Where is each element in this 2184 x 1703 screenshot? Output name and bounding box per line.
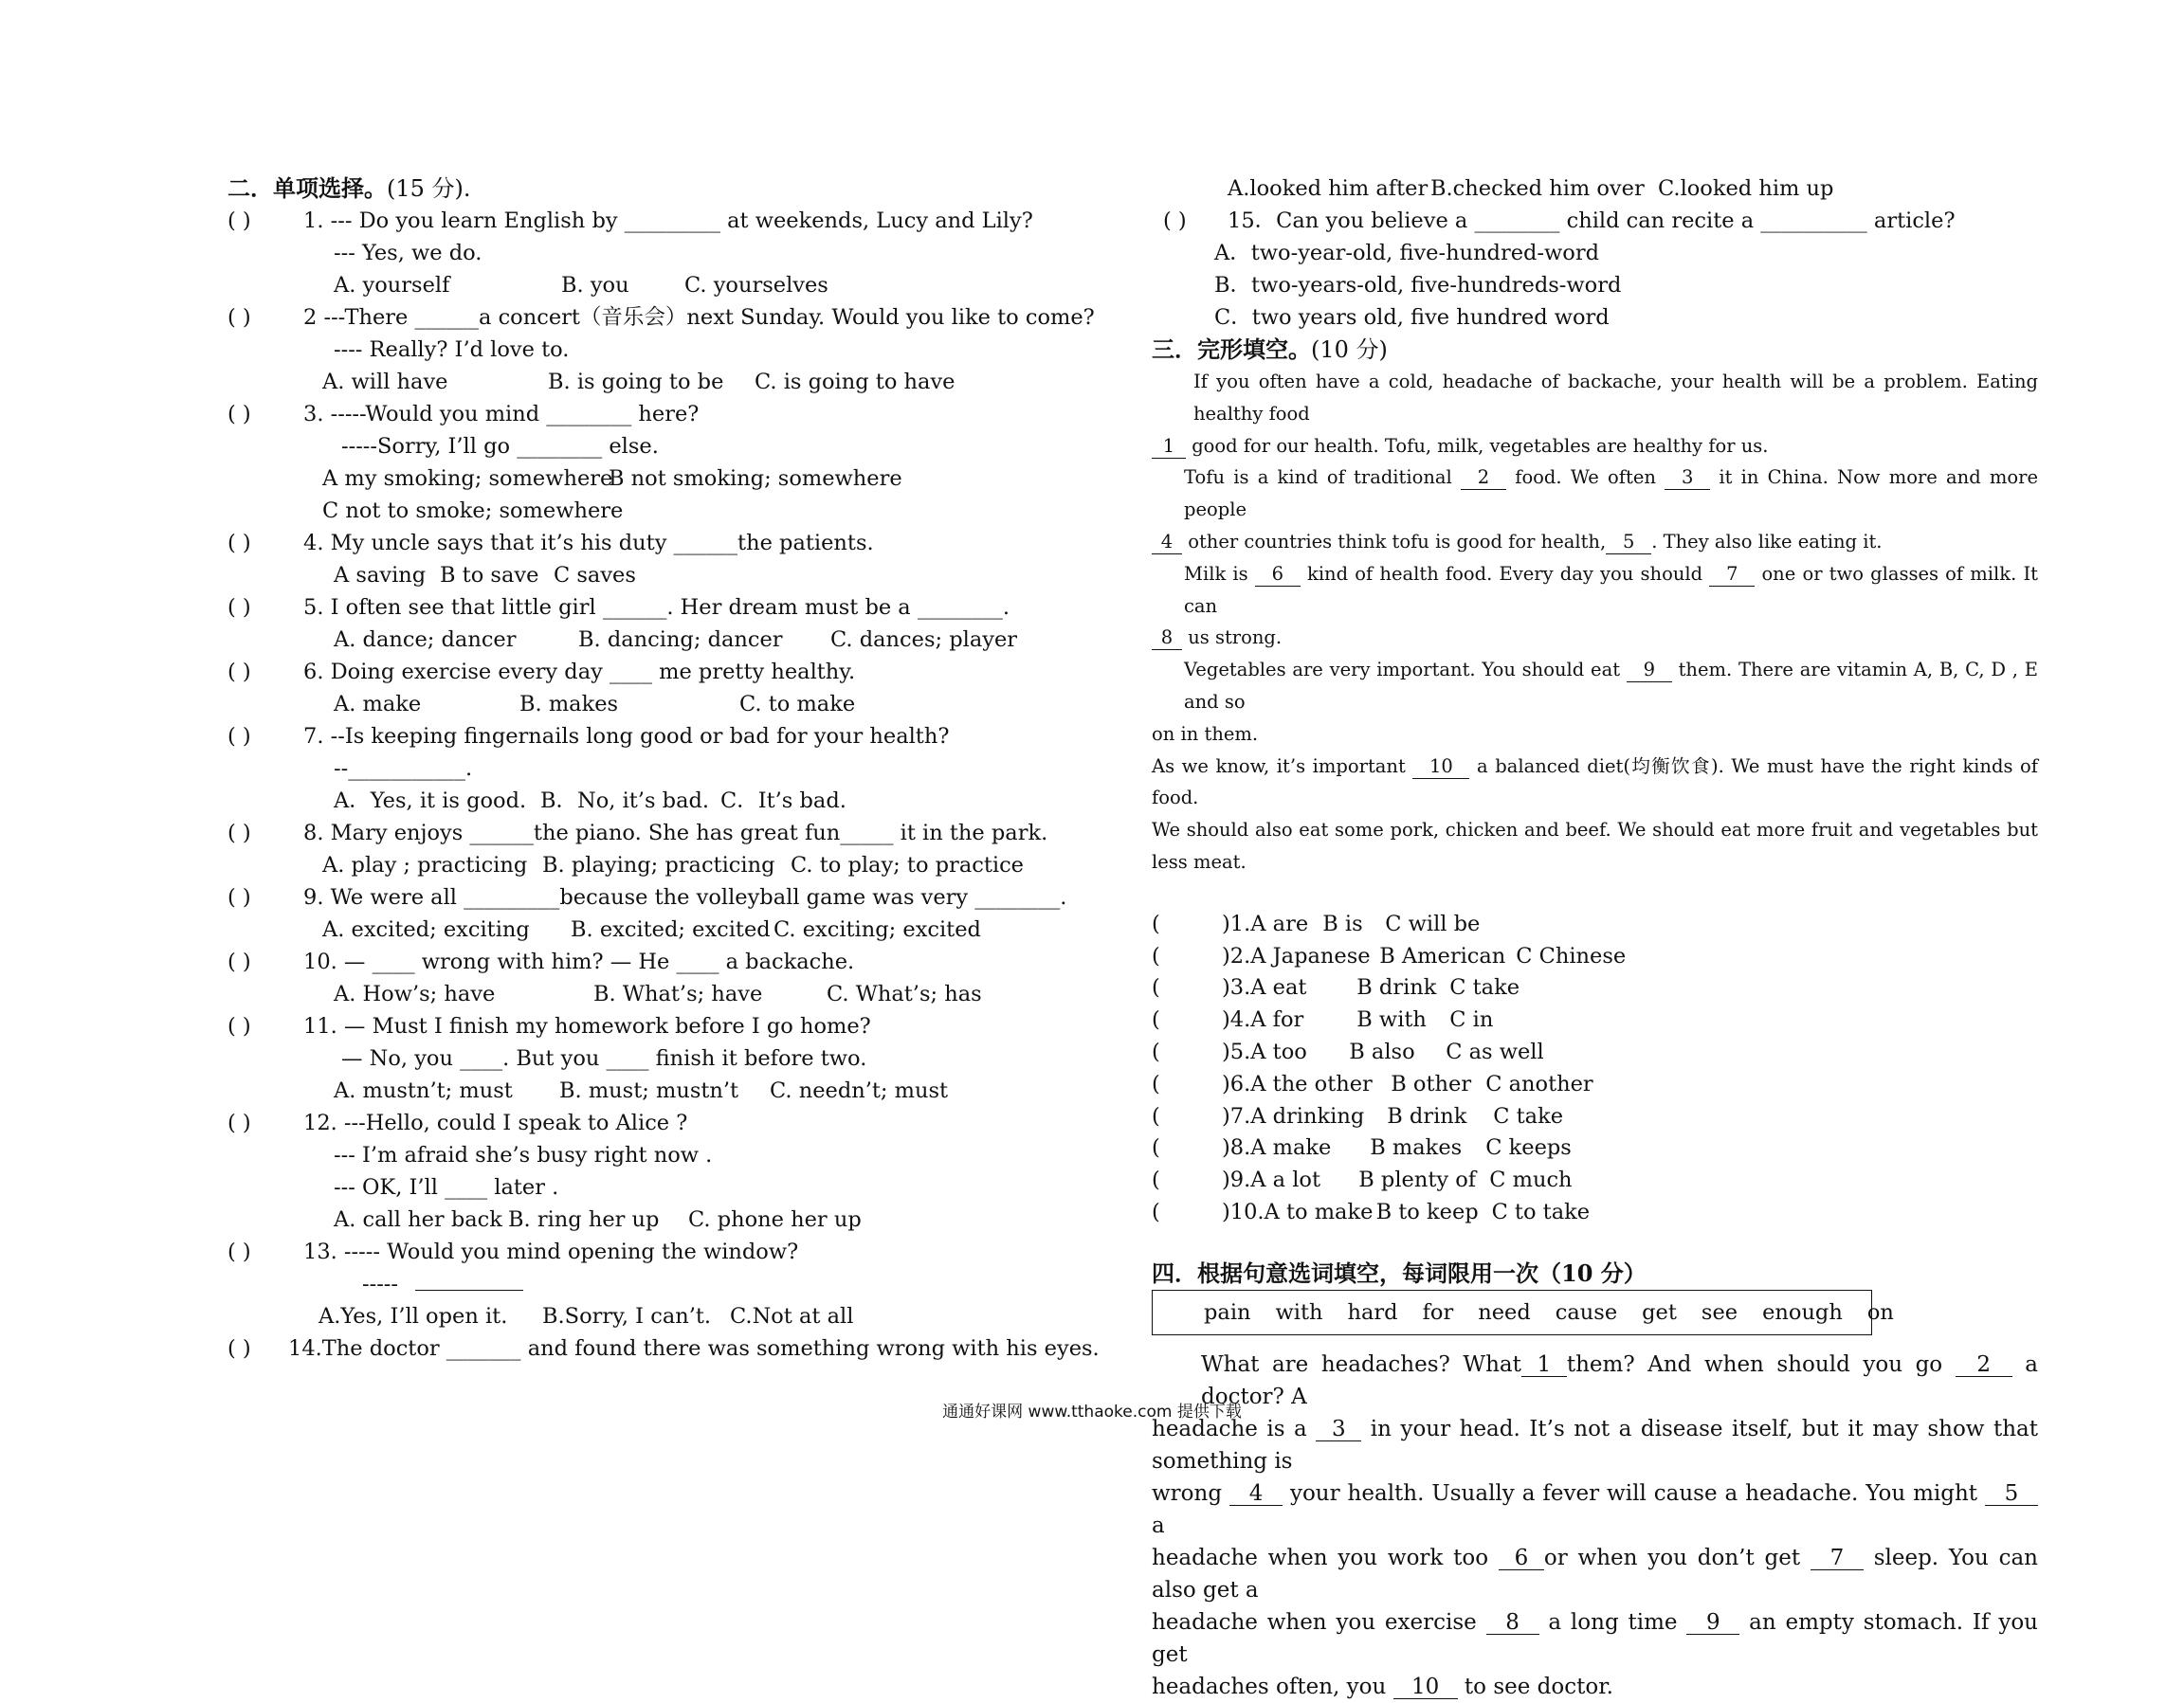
choice-row [1152,1132,2043,1165]
word-bank-item: get [1642,1299,1677,1325]
option-b: B to keep [1375,1199,1479,1224]
question-stem [228,301,1095,334]
cloze-choices [1152,909,2043,1229]
answer-paren[interactable]: ( [1152,943,1160,969]
choice-row [1152,972,2043,1005]
choice-number: )6. [1222,1071,1251,1096]
option-c: C.looked him up [1658,176,1834,201]
option-c: C. What’s; has [827,982,982,1006]
option-a: A a lot [1250,1168,1321,1193]
option-b: B American [1379,943,1506,969]
answer-paren[interactable]: ( ) [228,208,251,233]
fill-blank[interactable]: 2 [1956,1353,2012,1377]
question-stem [228,205,1081,237]
answer-paren[interactable]: ( ) [228,821,251,845]
passage-line [1152,1606,2038,1671]
cloze-text: Milk is [1184,562,1255,585]
passage-text: sleep. You can also get a [1152,1545,2038,1603]
option-b: B. playing; practicing [542,853,775,878]
choice-number: )8. [1222,1135,1251,1161]
word-bank [1152,1290,1894,1335]
answer-paren[interactable]: ( [1152,1103,1160,1129]
passage-text: them? And when should you go [1566,1351,1956,1377]
option-a: A make [1250,1135,1332,1161]
cloze-blank[interactable]: 8 [1152,626,1182,650]
option-c: C another [1485,1071,1593,1096]
passage-line [1152,1413,2038,1477]
choice-number: )7. [1222,1103,1251,1129]
cloze-text: As we know, it’s important [1152,754,1413,777]
cloze-line [1152,622,2038,654]
fill-blank[interactable]: 10 [1393,1676,1458,1699]
question-text: 1. --- Do you learn English by _________ at weekends, Lucy and Lily? [303,208,1033,233]
answer-paren[interactable]: ( ) [228,1240,251,1264]
options-line [228,624,1081,656]
passage-line [1152,1671,2038,1703]
question-line: --___________. [334,756,473,781]
option-b: B with [1356,1007,1427,1033]
options-line [228,495,1081,527]
options-line [228,688,1081,720]
choice-row [1152,941,2043,973]
passage-text: a long time [1538,1609,1687,1635]
option-b: B plenty of [1358,1168,1477,1193]
option-b: B also [1349,1039,1415,1064]
fill-blank[interactable]: 9 [1686,1611,1739,1635]
choice-number: )3. [1222,975,1251,1001]
word-bank-item: hard [1347,1299,1398,1325]
option-a: A. play ; practicing [322,853,528,878]
option-a: A. excited; exciting [322,917,530,942]
options-line [228,269,1081,301]
option-a: A. dance; dancer [334,627,517,652]
answer-paren[interactable]: ( ) [228,402,251,426]
choice-row [1152,1197,2043,1229]
word-bank-item: with [1275,1299,1323,1325]
choice-row [1152,1069,2043,1101]
question-line [228,1268,1081,1300]
option-c: C. exciting; excited [774,917,981,942]
choice-row [1152,1037,2043,1069]
option-a: A drinking [1250,1103,1365,1129]
cloze-text: one or two glasses of milk. It can [1184,562,2038,617]
question-text: 5. I often see that little girl ______. Her dream must be a ________. [303,595,1010,620]
word-bank-item: see [1701,1299,1738,1325]
option-b: B other [1391,1071,1472,1096]
question-stem [228,591,1081,624]
option-c: C saves [554,563,636,588]
option-b: B not smoking; somewhere [609,466,902,491]
answer-paren[interactable]: ( [1152,975,1160,1001]
word-bank-item: pain [1204,1299,1251,1325]
question-text: 3. -----Would you mind ________ here? [303,402,700,426]
answer-paren[interactable]: ( [1152,1199,1160,1224]
option-b: B. ring her up [508,1207,660,1232]
fill-blank[interactable]: 5 [1985,1482,2038,1506]
question-text: 14.The doctor _______ and found there was something wrong with his eyes. [288,1336,1100,1361]
answer-paren[interactable]: ( ) [228,724,251,749]
word-bank-item: on [1866,1299,1894,1325]
options-line [228,1204,1081,1236]
option-b: B to save [440,563,539,588]
cloze-passage [1152,366,2038,879]
question-text: 13. ----- Would you mind opening the window? [303,1240,799,1264]
options-line [228,914,1081,946]
options-line [228,785,1081,817]
option-a: A．two-year-old, five-hundred-word [1214,241,1599,265]
cloze-text: . They also like eating it. [1651,530,1883,553]
option-c: C take [1449,975,1520,1001]
option-b: B．two-years-old, five-hundreds-word [1214,273,1622,298]
option-c: C. is going to have [755,370,956,394]
question-stem [228,1107,1081,1139]
word-bank-item: enough [1762,1299,1843,1325]
option-c: C in [1449,1007,1494,1033]
fill-blank[interactable]: 3 [1316,1418,1361,1441]
section2-heading [228,172,1081,205]
passage-line [1152,1542,2038,1606]
choice-number: )5. [1222,1039,1251,1064]
section2-points: (15 分). [387,175,471,202]
passage-text: to see doctor. [1457,1674,1613,1699]
options-line [228,1075,1081,1107]
question-stem [228,1010,1081,1042]
option-a: A. call her back [334,1207,502,1232]
fill-blank[interactable]: 7 [1811,1547,1864,1570]
question-line: -----Sorry, I’ll go ________ else. [341,434,659,459]
question-stem [228,656,1081,688]
choice-number: )10. [1222,1199,1265,1224]
option-b: B. you [561,273,629,298]
question-stem [228,398,1081,430]
answer-paren[interactable]: ( ) [228,1336,251,1361]
option-c: C not to smoke; somewhere [322,498,624,523]
choice-number: )1. [1222,911,1251,936]
choice-row [1152,1165,2043,1197]
cloze-text: food. We often [1506,466,1665,489]
option-b: B.checked him over [1430,176,1645,201]
cloze-text: it in China. Now more and more people [1184,466,2039,521]
question-text: 2 ---There ______a concert（音乐会）next Sunday. Would you like to come? [303,305,1095,330]
cloze-blank[interactable]: 5 [1606,531,1651,554]
cloze-blank[interactable]: 10 [1412,755,1469,779]
cloze-blank[interactable]: 2 [1461,466,1506,490]
passage-text: wrong [1152,1480,1230,1506]
question-text: 15．Can you believe a ________ child can recite a __________ article? [1228,208,1956,233]
cloze-line [1152,654,2038,718]
options-line [228,1300,1081,1332]
answer-paren[interactable]: ( ) [228,1014,251,1039]
cloze-text: good for our health. Tofu, milk, vegetables are healthy for us. [1186,434,1769,457]
option-b: B drink [1356,975,1437,1001]
answer-paren[interactable]: ( ) [228,531,251,555]
option-c: C to take [1491,1199,1591,1224]
option-b: B drink [1387,1103,1467,1129]
question-line: --- OK, I’ll ____ later . [334,1175,559,1200]
options-line [228,366,1081,398]
fill-blank[interactable]: 1 [1521,1353,1567,1377]
cloze-line [1152,526,2038,558]
section3-title: 三．完形填空。 [1152,335,1311,363]
question-text: 11. — Must I finish my homework before I go home? [303,1014,871,1039]
passage-text: What are headaches? What [1201,1351,1521,1377]
question-line: — No, you ____. But you ____ finish it before two. [341,1046,867,1071]
question-text: 8. Mary enjoys ______the piano. She has great fun_____ it in the park. [303,821,1048,845]
question-text: 10. — ____ wrong with him? — He ____ a backache. [303,950,855,974]
option-a: A. How’s; have [334,982,496,1006]
passage-line [1152,1477,2038,1542]
options-line [228,849,1081,881]
choice-row [1152,1005,2043,1037]
answer-paren[interactable]: ( [1152,1168,1160,1193]
option-a: A．Yes, it is good. [334,788,527,813]
option-c: C as well [1446,1039,1544,1064]
question-text: 9. We were all _________because the volleyball game was very ________. [303,885,1067,910]
question-stem [1152,205,2043,237]
option-a: A. will have [322,370,448,394]
answer-paren[interactable]: ( ) [228,950,251,974]
option-a: A for [1250,1007,1304,1033]
cloze-blank[interactable]: 1 [1152,435,1186,459]
passage-text: in your head. It’s not a disease itself, but it may show that something is [1152,1416,2038,1474]
option-a: A. yourself [334,273,450,298]
right-column [1152,172,2043,1703]
options-line [228,559,1081,591]
option-b: B．No, it’s bad. [540,788,710,813]
cloze-blank[interactable]: 9 [1627,659,1672,682]
passage-text: a doctor? A [1201,1351,2038,1409]
option-c: C Chinese [1516,943,1627,969]
option-c: C take [1493,1103,1564,1129]
choice-number: )4. [1222,1007,1251,1033]
cloze-text: them. There are vitamin A, B, C, D , E and so [1184,659,2038,713]
option-a: A Japanese [1250,943,1371,969]
passage-text: an empty stomach. If you get [1152,1609,2038,1667]
answer-paren[interactable]: ( [1152,911,1160,936]
option-a: A.Yes, I’ll open it. [318,1304,508,1329]
answer-blank [415,1269,523,1291]
answer-paren[interactable]: ( ) [1163,208,1187,233]
option-a: A. mustn’t; must [334,1078,513,1103]
option-c: C．two years old, five hundred word [1214,305,1610,330]
option-b: B is [1322,911,1363,936]
option-b: B makes [1370,1135,1463,1161]
cloze-line: We should also eat some pork, chicken and beef. We should eat more fruit and vegetables but less meat. [1152,819,2038,873]
fill-blank[interactable]: 8 [1486,1611,1539,1635]
section3-heading [1152,334,2043,366]
option-c: C keeps [1485,1135,1572,1161]
option-c: C．It’s bad. [720,788,846,813]
question-text: 7. --Is keeping fingernails long good or bad for your health? [303,724,950,749]
option-c: C. phone her up [688,1207,862,1232]
choice-row [1152,909,2043,941]
option-c: C.Not at all [730,1304,854,1329]
question-line: --- Yes, we do. [334,241,482,265]
question-line: --- I’m afraid she’s busy right now . [334,1143,713,1168]
choice-number: )2. [1222,943,1251,969]
option-a: A.looked him after [1228,176,1429,201]
option-b: B.Sorry, I can’t. [542,1304,712,1329]
word-bank-item: need [1478,1299,1531,1325]
option-b: B. excited; excited [571,917,771,942]
cloze-line: If you often have a cold, headache of backache, your health will be a problem. Eating healthy food [1193,371,2038,425]
cloze-text: a balanced diet(均衡饮食). We must have the right kinds of food. [1152,754,2038,809]
question-stem [228,1332,1100,1365]
dialogue-dash: ----- [362,1272,399,1296]
option-a: A saving [334,563,427,588]
option-b: B. makes [519,692,619,716]
question-stem [228,881,1081,914]
cloze-line [1152,558,2038,623]
question-line: ---- Really? I’d love to. [334,337,570,362]
choice-row [1152,1101,2043,1133]
question-stem [228,720,1081,752]
passage-text: a [1152,1513,1165,1538]
option-a: A eat [1250,975,1307,1001]
word-bank-item: for [1422,1299,1454,1325]
option-a: A are [1250,911,1309,936]
answer-paren[interactable]: ( [1152,1007,1160,1033]
option-b: B. must; mustn’t [559,1078,739,1103]
answer-paren[interactable]: ( ) [228,660,251,684]
question-text: 12. ---Hello, could I speak to Alice ? [303,1111,688,1135]
section4-title: 四．根据句意选词填空，每词限用一次（10 分） [1152,1259,1647,1287]
option-c: C. dances; player [830,627,1018,652]
cloze-blank[interactable]: 6 [1255,563,1301,587]
cloze-text: other countries think tofu is good for health, [1182,530,1607,553]
option-b: B. is going to be [548,370,724,394]
answer-paren[interactable]: ( [1152,1135,1160,1161]
cloze-line [1152,751,2038,815]
fill-blank[interactable]: 6 [1499,1547,1544,1570]
cloze-blank[interactable]: 7 [1709,563,1755,587]
cloze-blank[interactable]: 4 [1152,531,1182,554]
answer-paren[interactable]: ( [1152,1071,1160,1096]
section3-points: (10 分) [1311,336,1388,363]
question-stem [228,1236,1081,1268]
question-stem [228,946,1081,978]
cloze-text: Tofu is a kind of traditional [1184,466,1461,489]
option-c: C. to make [739,692,856,716]
question-text: 6. Doing exercise every day ____ me pretty healthy. [303,660,856,684]
passage-text: or when you don’t get [1543,1545,1811,1570]
options-line [1152,172,2043,205]
option-a: A to make [1264,1199,1374,1224]
footer-credit: 通通好课网 www.tthaoke.com 提供下载 [942,1403,1242,1422]
option-c: C much [1489,1168,1573,1193]
left-column [228,172,1100,1365]
cloze-text: us strong. [1182,626,1283,649]
cloze-text: kind of health food. Every day you should [1300,562,1710,585]
answer-paren[interactable]: ( ) [228,1111,251,1135]
cloze-line: on in them. [1152,722,1259,745]
choice-number: )9. [1222,1168,1251,1193]
answer-paren[interactable]: ( ) [228,595,251,620]
option-a: A too [1250,1039,1307,1064]
section2-title: 二．单项选择。 [228,174,387,202]
word-bank-item: cause [1555,1299,1618,1325]
option-a: A. make [334,692,422,716]
answer-paren[interactable]: ( ) [228,305,251,330]
option-c: C will be [1385,911,1481,936]
cloze-line [1152,430,2038,462]
cloze-text: Vegetables are very important. You should eat [1184,659,1627,681]
answer-paren[interactable]: ( [1152,1039,1160,1064]
option-a: A my smoking; somewhere [322,466,613,491]
option-b: B. What’s; have [593,982,763,1006]
question-stem [228,817,1081,849]
passage-text: headache when you exercise [1152,1609,1486,1635]
fill-blank[interactable]: 4 [1229,1482,1283,1506]
cloze-blank[interactable]: 3 [1665,466,1710,490]
options-line [228,978,1081,1010]
cloze-line [1152,462,2038,526]
option-c: C. needn’t; must [770,1078,949,1103]
question-stem [228,527,1081,559]
passage-text: headaches often, you [1152,1674,1393,1699]
option-c: C. to play; to practice [791,853,1024,878]
answer-paren[interactable]: ( ) [228,885,251,910]
option-b: B. dancing; dancer [578,627,783,652]
passage-text: headache when you work too [1152,1545,1499,1570]
passage-text: headache is a [1152,1416,1317,1441]
passage-text: your health. Usually a fever will cause a headache. You might [1283,1480,1985,1506]
option-c: C. yourselves [684,273,828,298]
question-text: 4. My uncle says that it’s his duty ______the patients. [303,531,874,555]
options-line [228,462,1081,495]
option-a: A the other [1250,1071,1373,1096]
